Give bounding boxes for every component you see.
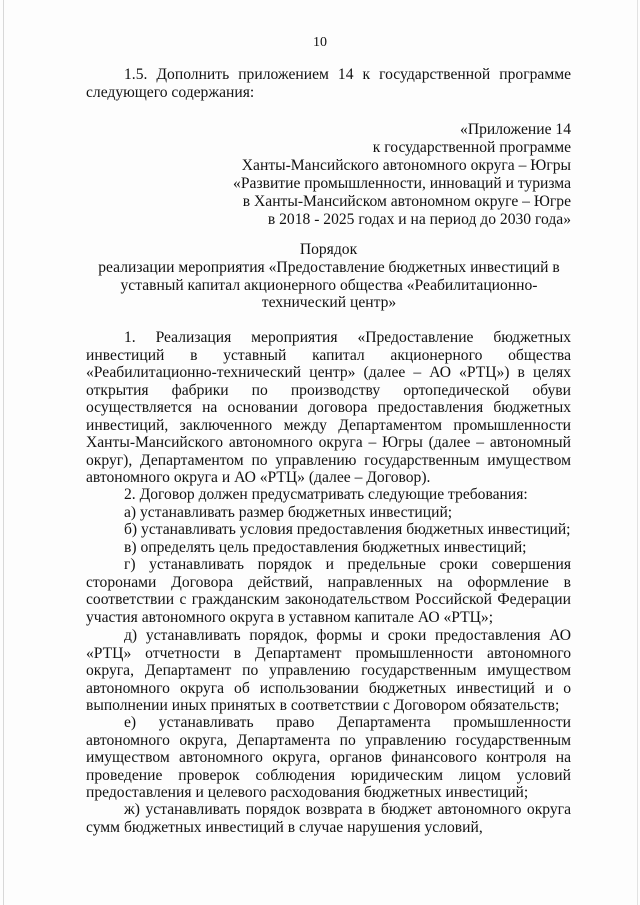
item-b: б) устанавливать условия предоставления бюджетных инвестиций;: [124, 521, 571, 538]
item-d: д) устанавливать порядок, формы и сроки предоставления АО «РТЦ» отчетности в Департамент промышленности автономного округа, Департамент по управлению государственным имуществом автономного округа об использовании бюджетных инвестиций и о выполнении иных принятых в соответствии с Договором обязательств;: [86, 627, 571, 714]
appendix-line-5: в Ханты-Мансийском автономном округе – Югре: [242, 193, 571, 210]
appendix-line-4: «Развитие промышленности, инноваций и туризма: [233, 175, 571, 192]
appendix-line-6: в 2018 - 2025 годах и на период до 2030 года»: [267, 211, 571, 228]
appendix-line-3: Ханты-Мансийского автономного округа – Югры: [241, 157, 571, 174]
intro-paragraph: 1.5. Дополнить приложением 14 к государственной программе следующего содержания:: [86, 66, 571, 101]
document-subtitle: реализации мероприятия «Предоставление бюджетных инвестиций в уставный капитал акционерного общества «Реабилитационно-технический центр»: [98, 259, 560, 311]
page-number: 10: [313, 35, 327, 50]
scan-left-edge: [3, 0, 4, 905]
document-title: Порядок: [299, 241, 358, 258]
item-v: в) определять цель предоставления бюджетных инвестиций;: [124, 539, 527, 556]
scan-right-edge: [637, 0, 638, 905]
appendix-line-1: «Приложение 14: [460, 121, 571, 138]
item-g: г) устанавливать порядок и предельные сроки совершения сторонами Договора действий, направленных на оформление в соответствии с гражданским законодательством Российской Федерации участия автономного округа в уставном капитале АО «РТЦ»;: [86, 556, 571, 626]
item-zh: ж) устанавливать порядок возврата в бюджет автономного округа сумм бюджетных инвестиций в случае нарушения условий,: [86, 801, 571, 836]
item-a: а) устанавливать размер бюджетных инвестиций;: [124, 504, 453, 521]
paragraph-1: 1. Реализация мероприятия «Предоставление бюджетных инвестиций в уставный капитал акционерного общества «Реабилитационно-технический центр» (далее – АО «РТЦ») в целях открытия фабрики по производству ортопедической обуви осуществляется на основании договора предоставления бюджетных инвестиций, заключенного между Департаментом промышленности Ханты-Мансийского автономного округа – Югры (далее – автономный округ), Департаментом по управлению государственным имуществом автономного округа и АО «РТЦ» (далее – Договор).: [86, 329, 571, 486]
appendix-line-2: к государственной программе: [372, 139, 571, 156]
item-e: е) устанавливать право Департамента промышленности автономного округа, Департамента по управлению государственным имуществом автономного округа, органов финансового контроля на проведение проверок соблюдения юридическим лицом условий предоставления и целевого расходования бюджетных инвестиций;: [86, 714, 571, 801]
paragraph-2: 2. Договор должен предусматривать следующие требования:: [124, 486, 528, 503]
